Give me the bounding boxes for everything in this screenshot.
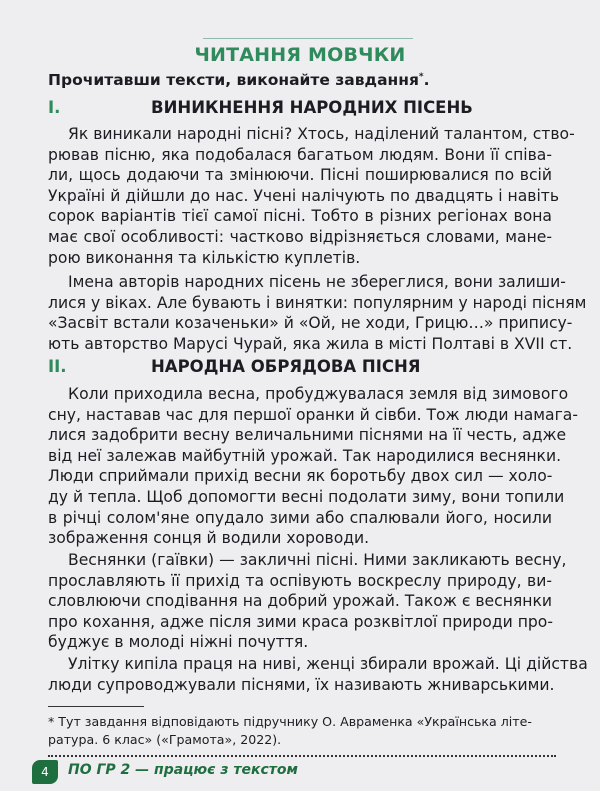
footnote-divider xyxy=(48,706,144,707)
page-number-badge: 4 xyxy=(32,760,58,784)
footnote-line: ратура. 6 клас» («Грамота», 2022). xyxy=(48,732,282,747)
text-line: ли, щось додаючи та змінюючи. Пісні поширювалися по всій xyxy=(48,166,552,185)
text-line: рою виконання та кількістю куплетів. xyxy=(48,248,361,267)
text-line: Україні й дійшли до нас. Учені налічують по двадцять і навіть xyxy=(48,186,560,205)
text-line: прославляють її прихід та оспівують воскреслу природу, ви- xyxy=(48,571,552,590)
text-line: Люди сприймали прихід весни як боротьбу двох сил — холо- xyxy=(48,467,553,486)
footer-text: ПО ГР 2 — працює з текстом xyxy=(68,762,298,778)
dotted-divider xyxy=(48,755,556,757)
intro-text xyxy=(48,71,430,89)
text-line: зображення сонця й водили хороводи. xyxy=(48,529,370,548)
intro-end: . xyxy=(423,71,430,89)
text-line: лися у віках. Але бувають і винятки: популярним у народі пісням xyxy=(48,293,587,312)
text-line: ють авторство Марусі Чурай, яка жила в місті Полтаві в XVII ст. xyxy=(48,334,573,353)
text-line: Як виникали народні пісні? Хтось, наділений талантом, ство- xyxy=(68,125,575,143)
text-line: лися задобрити весну величальними піснями на її честь, адже xyxy=(48,426,567,445)
section-number: I. xyxy=(48,98,61,117)
text-line: Улітку кипіла праця на ниві, женці збирали врожай. Ці дійства xyxy=(68,655,588,673)
text-line: має свої особливості: частково відрізняється словами, мане- xyxy=(48,227,552,246)
paragraph xyxy=(48,550,567,653)
text-line: сну, наставав час для першої оранки й сівби. Тож люди намага- xyxy=(48,405,578,424)
intro-label: Прочитавши тексти, виконайте завдання xyxy=(48,71,419,89)
footnote-line: * Тут завдання відповідають підручнику О. Авраменка «Українська літе- xyxy=(48,714,532,729)
section-title: ВИНИКНЕННЯ НАРОДНИХ ПІСЕНЬ xyxy=(151,98,473,117)
paragraph xyxy=(48,124,575,268)
section-number: II. xyxy=(48,357,67,376)
text-line: Веснянки (гаївки) — закличні пісні. Ними закликають весну, xyxy=(68,551,567,569)
footnote xyxy=(48,713,552,749)
title-rule xyxy=(203,38,413,39)
footnote-mark: * xyxy=(418,71,424,82)
text-line: в річці солом'яне опудало зими або спалювали його, носили xyxy=(48,508,552,527)
text-line: Імена авторів народних пісень не збереглися, вони залиши- xyxy=(68,273,566,291)
text-line: ду й тепла. Щоб допомогти весні подолати зиму, вони топили xyxy=(48,487,565,506)
text-line: словлюючи сподівання на добрий урожай. Також є веснянки xyxy=(48,592,553,611)
paragraph xyxy=(48,654,588,695)
text-line: «Засвіт встали козаченьки» й «Ой, не ходи, Грицю…» припису- xyxy=(48,314,573,333)
text-line: люди супроводжували піснями, їх називають жниварськими. xyxy=(48,675,555,694)
text-line: сорок варіантів тієї самої пісні. Тобто в різних регіонах вона xyxy=(48,207,552,226)
text-line: Коли приходила весна, пробуджувалася земля від зимового xyxy=(68,385,569,403)
text-line: про кохання, адже після зими краса розквітлої природи про- xyxy=(48,612,553,631)
text-line: рював пісню, яка подобалася багатьом людям. Вони її співа- xyxy=(48,145,552,164)
section-title: НАРОДНА ОБРЯДОВА ПІСНЯ xyxy=(151,357,421,376)
paragraph xyxy=(48,384,578,549)
text-line: буджує в молоді ніжні почуття. xyxy=(48,633,309,652)
text-line: від неї залежав майбутній урожай. Так народилися веснянки. xyxy=(48,446,562,465)
paragraph xyxy=(48,272,587,354)
page-title: ЧИТАННЯ МОВЧКИ xyxy=(194,44,406,66)
